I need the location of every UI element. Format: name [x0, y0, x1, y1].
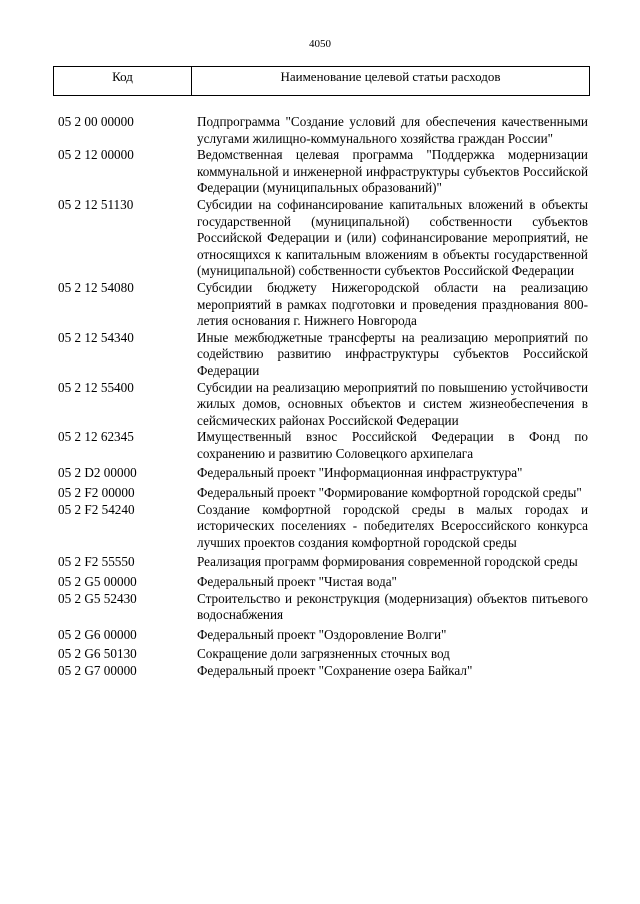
table-row	[58, 380, 588, 430]
row-code: 05 2 12 54340	[58, 329, 134, 345]
row-description: Имущественный взнос Российской Федерации в Фонд по сохранению и развитию Соловецкого архипелага	[197, 429, 588, 461]
row-description: Реализация программ формирования современной городской среды	[197, 554, 578, 570]
row-code: 05 2 D2 00000	[58, 465, 137, 481]
table-row	[58, 574, 588, 591]
row-code: 05 2 12 55400	[58, 379, 134, 395]
table-row	[58, 502, 588, 552]
table-row	[58, 280, 588, 330]
row-description: Подпрограмма "Создание условий для обеспечения качественными услугами жилищно-коммунального хозяйства граждан России"	[197, 114, 588, 146]
header-code: Код	[54, 67, 192, 95]
table-header	[53, 66, 590, 96]
table-row	[58, 485, 588, 502]
row-code: 05 2 F2 54240	[58, 501, 135, 517]
row-code: 05 2 F2 00000	[58, 485, 135, 501]
table-row	[58, 646, 588, 663]
table-row	[58, 330, 588, 380]
table-row	[58, 114, 588, 147]
row-description: Федеральный проект "Сохранение озера Байкал"	[197, 663, 473, 678]
row-code: 05 2 00 00000	[58, 114, 134, 129]
table-row	[58, 591, 588, 624]
row-description: Создание комфортной городской среды в малых городах и исторических поселениях - победителях Всероссийского конкурса лучших проектов создания комфортной городской среды	[197, 501, 588, 550]
table-row	[58, 663, 588, 680]
row-code: 05 2 12 00000	[58, 147, 134, 163]
expense-items-list	[58, 114, 588, 680]
page-number: 4050	[309, 38, 331, 50]
row-code: 05 2 12 62345	[58, 429, 134, 445]
row-description: Сокращение доли загрязненных сточных вод	[197, 646, 450, 662]
table-row	[58, 197, 588, 280]
row-code: 05 2 12 51130	[58, 196, 134, 212]
row-code: 05 2 G5 52430	[58, 590, 137, 606]
row-description: Федеральный проект "Чистая вода"	[197, 574, 397, 590]
table-row	[58, 429, 588, 462]
row-code: 05 2 F2 55550	[58, 554, 135, 570]
header-name: Наименование целевой статьи расходов	[280, 69, 501, 84]
row-description: Федеральный проект "Формирование комфортной городской среды"	[197, 485, 582, 501]
row-description: Строительство и реконструкция (модернизация) объектов питьевого водоснабжения	[197, 590, 588, 623]
row-description: Федеральный проект "Оздоровление Волги"	[197, 626, 447, 642]
row-code: 05 2 G6 00000	[58, 626, 137, 642]
row-code: 05 2 G5 00000	[58, 574, 137, 590]
table-row	[58, 554, 588, 571]
row-code: 05 2 12 54080	[58, 279, 134, 295]
table-row	[58, 147, 588, 197]
table-row	[58, 465, 588, 482]
row-description: Субсидии на софинансирование капитальных вложений в объекты государственной (муниципальной) собственности субъектов Российской Федерации и (или) софинансирование мероприятий, не относящихся к капитальным вложениям в объекты государственной (муниципальной) собственности субъектов Российской Федерации	[197, 196, 588, 279]
row-description: Иные межбюджетные трансферты на реализацию мероприятий по содействию развитию инфраструктуры субъектов Российской Федерации	[197, 329, 588, 378]
table-row	[58, 627, 588, 644]
row-description: Субсидии бюджету Нижегородской области на реализацию мероприятий в рамках подготовки и проведения празднования 800-летия основания г. Нижнего Новгорода	[197, 279, 588, 329]
row-description: Субсидии на реализацию мероприятий по повышению устойчивости жилых домов, основных объектов и систем жизнеобеспечения в сейсмических районах Российской Федерации	[197, 379, 588, 428]
row-description: Федеральный проект "Информационная инфраструктура"	[197, 465, 523, 481]
row-code: 05 2 G7 00000	[58, 663, 137, 678]
row-code: 05 2 G6 50130	[58, 646, 137, 662]
row-description: Ведомственная целевая программа "Поддержка модернизации коммунальной и инженерной инфраструктуры субъектов Российской Федерации (муниципальных образований)"	[197, 147, 588, 196]
